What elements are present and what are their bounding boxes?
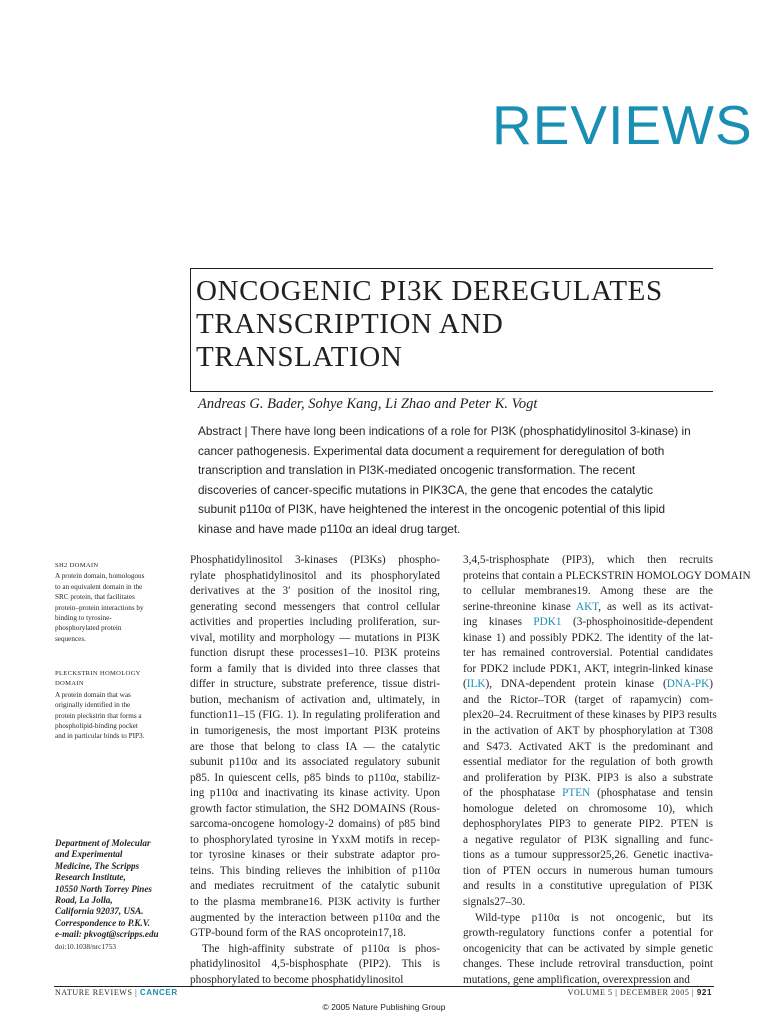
body-line: in the activation of AKT by phosphorylation at T308	[463, 725, 713, 738]
body-line: tor tyrosine kinases or their substrate adaptor pro-	[190, 849, 440, 862]
glossary-term: DOMAIN	[55, 680, 84, 688]
author-list: Andreas G. Bader, Sohye Kang, Li Zhao and Peter K. Vogt	[198, 396, 538, 412]
body-line: tion of PTEN occurs in numerous human tumours	[463, 864, 713, 877]
title-top-rule	[190, 268, 713, 269]
glossary-line: sequences.	[55, 634, 86, 643]
body-line: function disrupt these processes1–10. PI3K proteins	[190, 647, 440, 660]
body-line: signals27–30.	[463, 896, 526, 909]
email-link[interactable]: e-mail: pkvogt@scripps.edu	[55, 929, 159, 940]
glossary-line: SRC protein, that facilitates	[55, 593, 135, 602]
body-line: Phosphatidylinositol 3-kinases (PI3Ks) phospho-	[190, 554, 440, 566]
affiliation-line: and Experimental	[55, 849, 123, 860]
body-line: growth factor stimulation, the SH2 DOMAINS (Rous-	[190, 802, 440, 815]
glossary-entry-ph	[55, 669, 175, 742]
doi[interactable]: doi:10.1038/nrc1753	[55, 941, 117, 951]
body-line: to phosphorylated tyrosine in YxxM motifs in recep-	[190, 833, 440, 846]
abstract-line: cancer pathogenesis. Experimental data document a requirement for deregulation of both	[198, 443, 665, 458]
title-side-rule	[190, 268, 191, 392]
body-line: rylate phosphatidylinositol and its phosphorylated	[190, 569, 440, 582]
footer-volume	[568, 988, 712, 997]
body-line: and the Rictor–TOR (target of rapamycin) com-	[463, 693, 713, 706]
glossary-line: phosphorylated protein	[55, 624, 122, 633]
glossary-line: protein–protein interactions by	[55, 603, 144, 612]
affiliation-line: Road, La Jolla,	[55, 895, 113, 906]
page-number: 921	[696, 988, 712, 997]
glossary-term: SH2 DOMAIN	[55, 562, 99, 569]
glossary-line: A protein domain that was	[55, 690, 131, 699]
body-line: phatidylinositol 4,5-bisphosphate (PIP2). This is	[190, 958, 440, 971]
body-line: a negative regulator of PI3K signalling and func-	[463, 833, 713, 846]
body-line: (ILK), DNA-dependent protein kinase (DNA-PK)	[463, 678, 713, 691]
copyright: © 2005 Nature Publishing Group	[322, 1002, 446, 1012]
affiliation-line: 10550 North Torrey Pines	[55, 883, 152, 894]
title-bottom-rule	[190, 391, 713, 392]
glossary-line: phospholipid-binding pocket	[55, 722, 138, 731]
body-line: ter has remained controversial. Potential candidates	[463, 647, 713, 660]
affiliation-line: Correspondence to P.K.V.	[55, 917, 150, 928]
body-line: and S473. Activated AKT is the predominant and	[463, 740, 713, 753]
body-line: in tumorigenesis, the most important PI3K proteins	[190, 725, 440, 738]
body-line: changes. These include retroviral transduction, point	[463, 958, 713, 971]
author-affiliation	[55, 838, 180, 952]
volume-info: VOLUME 5 | DECEMBER 2005 |	[567, 988, 695, 997]
body-line: teins. This binding relieves the inhibition of p110α	[190, 864, 440, 877]
body-line: bution, mechanism of activation and, ultimately, in	[190, 693, 440, 706]
abstract-line: discoveries of cancer-specific mutations in PIK3CA, the gene that encodes the catalytic	[198, 482, 654, 497]
body-line: sarcoma-oncogene homology-2 domains) of p85 bind	[190, 818, 440, 831]
body-line: mutations, gene amplification, overexpression and	[463, 973, 690, 986]
body-line: kinase 1) and possibly PDK2. The identity of the lat-	[463, 631, 713, 644]
journal-section: CANCER	[139, 988, 178, 997]
abstract-line: subunit p110α of PI3K, have heightened the interest in the oncogenic potential of this lipid	[198, 502, 666, 516]
body-line: activities and properties including proliferation, sur-	[190, 616, 440, 629]
body-line: proteins that contain a PLECKSTRIN HOMOLOGY DOMAIN	[463, 569, 751, 582]
glossary-term: PLECKSTRIN HOMOLOGY	[55, 670, 141, 677]
glossary-line: protein pleckstrin that forms a	[55, 711, 142, 720]
affiliation-line: Department of Molecular	[55, 838, 151, 848]
body-line: p85. In quiescent cells, p85 binds to p110α, stabiliz-	[190, 771, 440, 784]
body-line: to cellular membranes19. Among these are the	[463, 585, 713, 598]
body-line: form a family that is divided into three classes that	[190, 662, 440, 675]
journal-name: NATURE REVIEWS	[55, 988, 133, 997]
body-line: vival, motility and morphology — mutations in PI3K	[190, 631, 440, 644]
abstract	[198, 422, 713, 539]
article-title	[196, 275, 716, 374]
glossary-entry-sh2	[55, 561, 175, 644]
title-line: TRANSLATION	[196, 341, 403, 373]
body-line: augmented by the interaction between p110α and the	[190, 911, 440, 924]
body-line: essential mediator for the regulation of both growth	[463, 756, 713, 769]
body-line: and results in a constitutive upregulation of PI3K	[463, 880, 713, 893]
affiliation-line: California 92037, USA.	[55, 906, 144, 917]
body-line: are those that belong to class IA — the catalytic	[190, 740, 440, 753]
body-line: Wild-type p110α is not oncogenic, but its	[475, 911, 713, 924]
affiliation-line: Medicine, The Scripps	[55, 860, 140, 871]
body-line: ing p110α and inactivating its kinase activity. Upon	[190, 787, 440, 800]
body-line: oncogenicity that can be activated by simple genetic	[463, 942, 713, 955]
body-line: of the phosphatase PTEN (phosphatase and tensin	[463, 787, 713, 800]
body-line: generating second messengers that control cellular	[190, 600, 440, 613]
body-line: growth-regulatory functions confer a potential for	[463, 927, 713, 940]
body-line: tions as a tumour suppressor25,26. Genetic inactiva-	[463, 849, 713, 862]
body-line: and proliferation by PI3K. PIP3 is also a substrate	[463, 771, 713, 784]
body-line: plex20–24. Recruitment of these kinases by PIP3 results	[463, 709, 717, 722]
body-line: 3,4,5-trisphosphate (PIP3), which then recruits	[463, 554, 713, 566]
title-line: TRANSCRIPTION AND	[196, 308, 504, 340]
footer-journal: NATURE REVIEWS | CANCER	[55, 988, 178, 997]
body-line: GTP-bound form of the RAS oncoprotein17,18.	[190, 927, 406, 940]
affiliation-line: Research Institute,	[55, 872, 126, 883]
glossary-line: and in particular binds to PIP3.	[55, 732, 145, 741]
body-column-2	[463, 553, 751, 988]
body-line: function11–15 (FIG. 1). In regulating proliferation and	[190, 709, 440, 722]
abstract-line: Abstract | There have long been indications of a role for PI3K (phosphatidylinositol 3-kinase) in	[198, 424, 691, 438]
body-line: subunit p110α and its associated regulatory subunit	[190, 756, 440, 769]
section-header: REVIEWS	[492, 94, 753, 156]
body-line: homologue deleted on chromosome 10), which	[463, 802, 713, 815]
glossary-line: A protein domain, homologous	[55, 572, 145, 581]
body-line: for PDK2 include PDK1, AKT, integrin-linked kinase	[463, 662, 713, 675]
glossary-line: to an equivalent domain in the	[55, 582, 143, 591]
body-line: serine-threonine kinase AKT, as well as its activat-	[463, 600, 713, 613]
title-line: ONCOGENIC PI3K DEREGULATES	[196, 275, 663, 307]
body-line: dephosphorylates PIP3 to generate PIP2. PTEN is	[463, 818, 713, 831]
abstract-line: transcription and translation in PI3K-mediated oncogenic transformation. The recent	[198, 463, 636, 477]
body-column-1	[190, 553, 440, 988]
body-line: and mediates recruitment of the catalytic subunit	[190, 880, 440, 893]
body-line: The high-affinity substrate of p110α is phos-	[202, 942, 440, 955]
abstract-line: kinase and have made p110α an ideal drug target.	[198, 521, 461, 536]
glossary-line: originally identified in the	[55, 701, 131, 710]
footer-rule	[54, 986, 714, 987]
body-line: derivatives at the 3′ position of the inositol ring,	[190, 585, 440, 598]
glossary-line: binding to tyrosine-	[55, 614, 112, 623]
body-line: ing kinases PDK1 (3-phosphoinositide-dependent	[463, 616, 713, 629]
body-line: to the plasma membrane16. PI3K activity is further	[190, 896, 440, 909]
body-line: differ in structure, substrate preference, tissue distri-	[190, 678, 440, 691]
body-line: phosphorylated to become phosphatidylinositol	[190, 973, 404, 986]
